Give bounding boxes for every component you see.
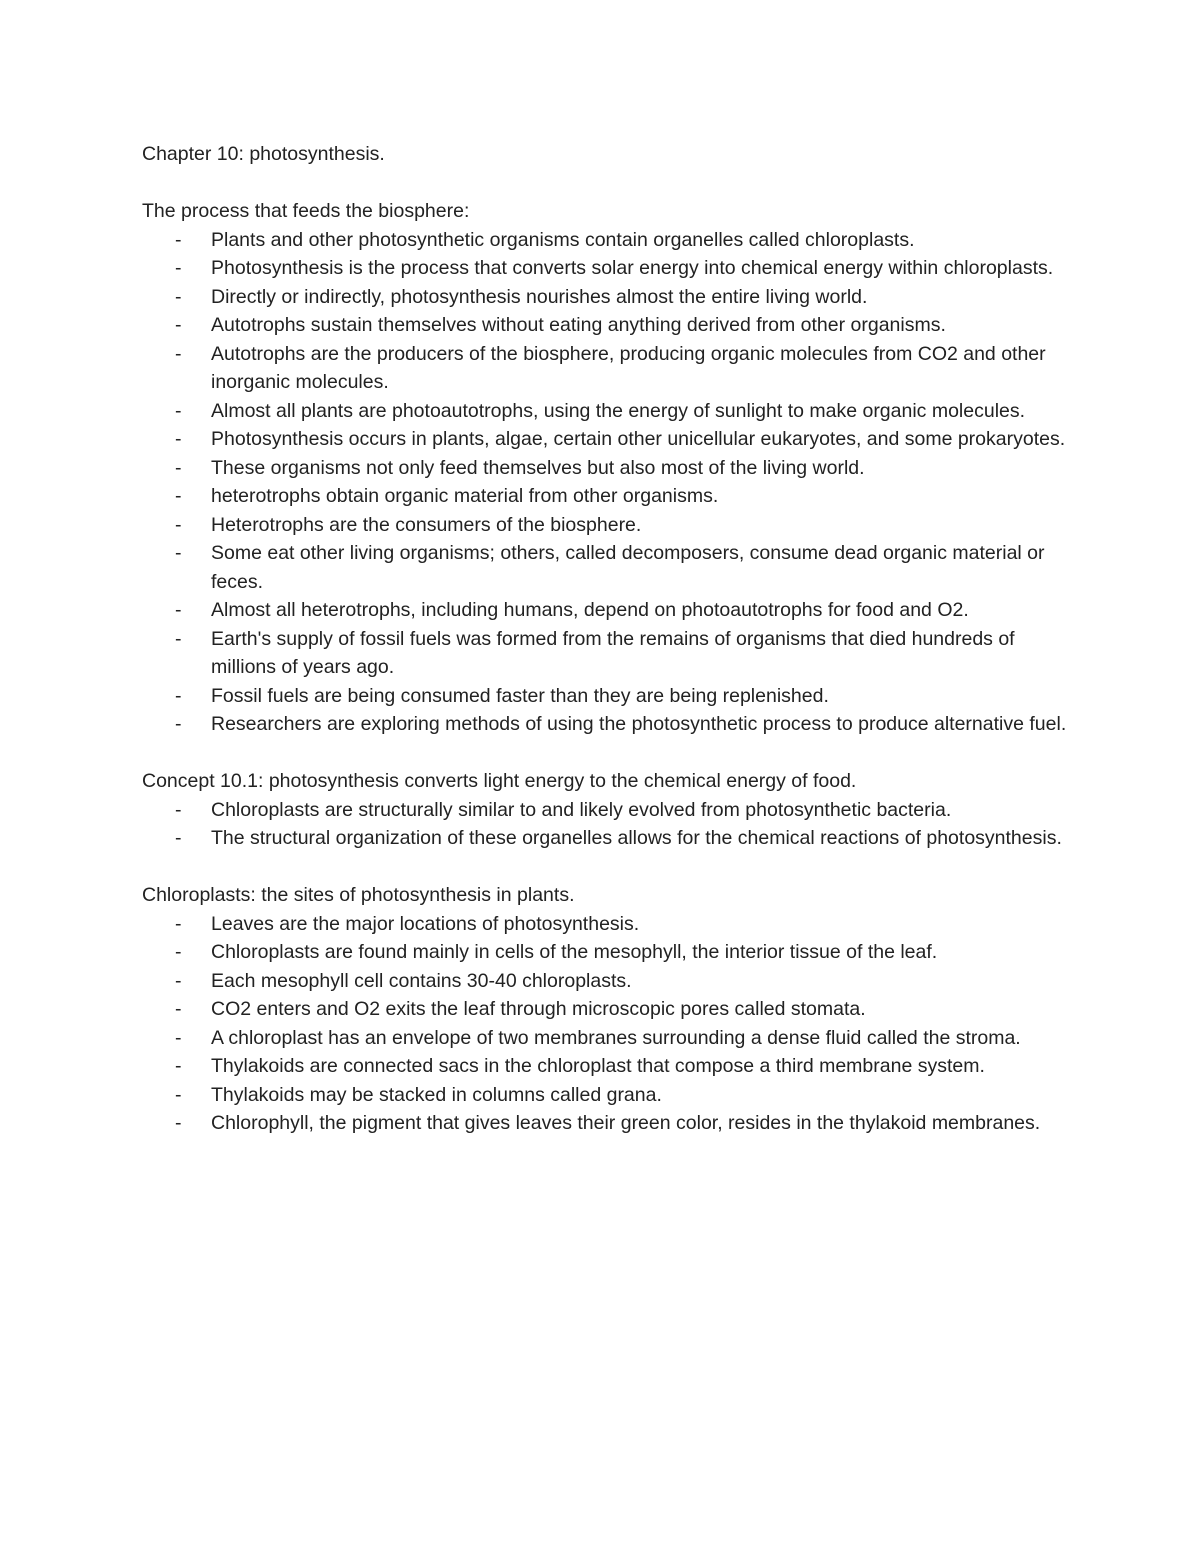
list-item-text: Almost all plants are photoautotrophs, using the energy of sunlight to make organic molecules.	[211, 399, 1026, 422]
list-item	[142, 482, 1072, 511]
list-item-text: Leaves are the major locations of photosynthesis.	[211, 912, 640, 935]
bullet-list	[142, 226, 1072, 739]
list-item-text: CO2 enters and O2 exits the leaf through microscopic pores called stomata.	[211, 998, 866, 1020]
list-item	[142, 425, 1072, 454]
section-heading: The process that feeds the biosphere:	[142, 200, 470, 222]
document-page	[142, 140, 1072, 1138]
section-chloroplasts	[142, 881, 1072, 1138]
list-item	[142, 967, 1072, 996]
chapter-title: Chapter 10: photosynthesis.	[142, 143, 385, 165]
list-item-text: Plants and other photosynthetic organisms contain organelles called chloroplasts.	[211, 228, 915, 251]
bullet-dash: -	[175, 257, 182, 279]
list-item-text: Photosynthesis occurs in plants, algae, certain other unicellular eukaryotes, and some prokaryotes.	[211, 428, 1066, 450]
list-item-text: The structural organization of these organelles allows for the chemical reactions of photosynthesis.	[211, 827, 1062, 849]
bullet-list	[142, 796, 1072, 853]
list-item	[142, 254, 1072, 283]
section-spacer	[142, 739, 1072, 768]
list-item-text: Chloroplasts are structurally similar to and likely evolved from photosynthetic bacteria.	[211, 798, 952, 821]
bullet-dash: -	[175, 827, 182, 849]
list-item	[142, 796, 1072, 825]
list-item	[142, 283, 1072, 312]
bullet-dash: -	[175, 542, 182, 564]
list-item	[142, 910, 1072, 939]
list-item-text: Heterotrophs are the consumers of the biosphere.	[211, 513, 642, 536]
list-item	[142, 1081, 1072, 1110]
list-item-text: Thylakoids are connected sacs in the chloroplast that compose a third membrane system.	[211, 1055, 985, 1077]
list-item-text: Researchers are exploring methods of using the photosynthetic process to produce alternative fuel.	[211, 713, 1067, 735]
list-item	[142, 995, 1072, 1024]
bullet-dash: -	[175, 1112, 182, 1134]
list-item	[142, 1052, 1072, 1081]
list-item	[142, 1024, 1072, 1053]
list-item-text: Autotrophs are the producers of the biosphere, producing organic molecules from CO2 and other inorganic molecules.	[211, 342, 1046, 393]
list-item-text: Photosynthesis is the process that converts solar energy into chemical energy within chloroplasts.	[211, 257, 1054, 279]
list-item	[142, 454, 1072, 483]
list-item	[142, 1109, 1072, 1138]
list-item	[142, 596, 1072, 625]
bullet-dash: -	[175, 1026, 182, 1049]
list-item-text: Chloroplasts are found mainly in cells of the mesophyll, the interior tissue of the leaf.	[211, 941, 938, 963]
bullet-dash: -	[175, 1055, 182, 1077]
bullet-dash: -	[175, 969, 182, 992]
list-item-text: Some eat other living organisms; others, called decomposers, consume dead organic material or feces.	[211, 542, 1045, 593]
list-item-text: Fossil fuels are being consumed faster than they are being replenished.	[211, 684, 829, 707]
list-item	[142, 226, 1072, 255]
list-item	[142, 710, 1072, 739]
list-item	[142, 938, 1072, 967]
bullet-dash: -	[175, 342, 182, 365]
list-item	[142, 682, 1072, 711]
section-heading: Chloroplasts: the sites of photosynthesis in plants.	[142, 884, 575, 906]
list-item	[142, 539, 1072, 596]
bullet-dash: -	[175, 599, 182, 621]
list-item-text: Each mesophyll cell contains 30-40 chloroplasts.	[211, 969, 632, 992]
title-spacer	[142, 169, 1072, 198]
bullet-dash: -	[175, 314, 182, 336]
section-spacer	[142, 853, 1072, 882]
bullet-dash: -	[175, 399, 182, 422]
bullet-dash: -	[175, 798, 182, 821]
list-item-text: Autotrophs sustain themselves without eating anything derived from other organisms.	[211, 314, 946, 336]
list-item-text: Thylakoids may be stacked in columns called grana.	[211, 1083, 662, 1106]
list-item	[142, 511, 1072, 540]
bullet-list	[142, 910, 1072, 1138]
list-item-text: These organisms not only feed themselves but also most of the living world.	[211, 456, 865, 479]
list-item-text: A chloroplast has an envelope of two membranes surrounding a dense fluid called the stroma.	[211, 1026, 1021, 1049]
bullet-dash: -	[175, 713, 182, 735]
section-biosphere	[142, 197, 1072, 739]
list-item-text: Earth's supply of fossil fuels was formed from the remains of organisms that died hundreds of millions of years ago.	[211, 627, 1015, 678]
bullet-dash: -	[175, 998, 182, 1020]
list-item-text: Directly or indirectly, photosynthesis nourishes almost the entire living world.	[211, 285, 868, 308]
bullet-dash: -	[175, 428, 182, 450]
list-item	[142, 311, 1072, 340]
list-item	[142, 824, 1072, 853]
bullet-dash: -	[175, 228, 182, 251]
list-item-text: heterotrophs obtain organic material from other organisms.	[211, 485, 719, 507]
section-concept-10-1	[142, 767, 1072, 853]
bullet-dash: -	[175, 513, 182, 536]
bullet-dash: -	[175, 285, 182, 308]
bullet-dash: -	[175, 912, 182, 935]
bullet-dash: -	[175, 485, 182, 507]
bullet-dash: -	[175, 1083, 182, 1106]
list-item	[142, 625, 1072, 682]
bullet-dash: -	[175, 684, 182, 707]
bullet-dash: -	[175, 627, 182, 650]
list-item	[142, 397, 1072, 426]
list-item-text: Chlorophyll, the pigment that gives leaves their green color, resides in the thylakoid membranes.	[211, 1112, 1041, 1134]
bullet-dash: -	[175, 941, 182, 963]
list-item-text: Almost all heterotrophs, including humans, depend on photoautotrophs for food and O2.	[211, 599, 969, 621]
bullet-dash: -	[175, 456, 182, 479]
list-item	[142, 340, 1072, 397]
section-heading: Concept 10.1: photosynthesis converts light energy to the chemical energy of food.	[142, 770, 857, 792]
